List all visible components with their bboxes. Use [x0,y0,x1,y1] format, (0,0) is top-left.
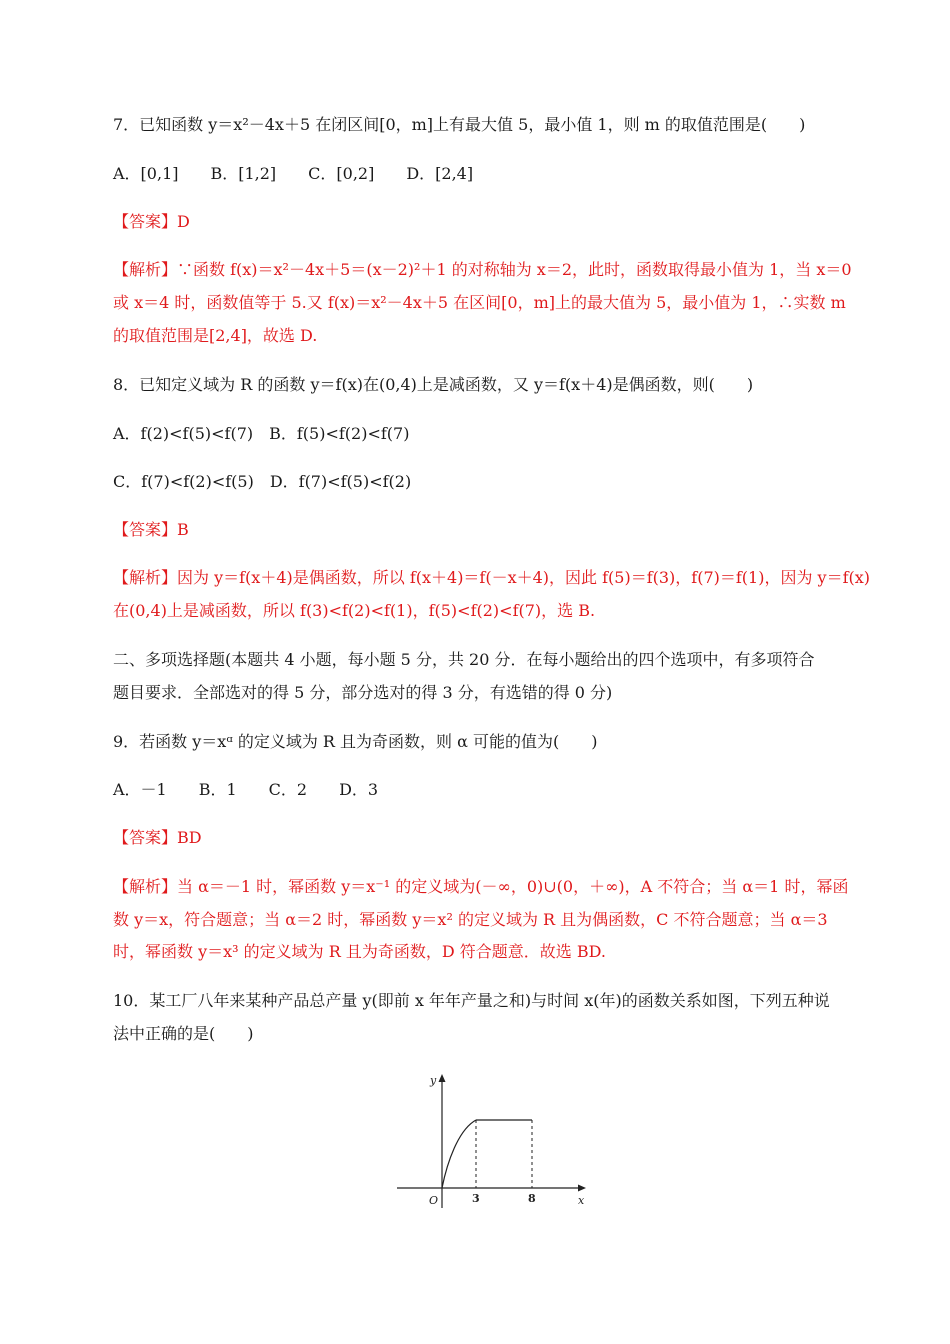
q8-options-ab: A．f(2)<f(5)<f(7) B．f(5)<f(2)<f(7) [113,424,410,443]
q9-analysis-line-2: 数 y＝x，符合题意；当 α＝2 时，幂函数 y＝x² 的定义域为 R 且为偶函数，C 不符合题意；当 α＝3 [113,910,828,929]
q9-stem: 9．若函数 y＝xᵅ 的定义域为 R 且为奇函数，则 α 可能的值为( ) [113,732,598,751]
q8-options-cd: C．f(7)<f(2)<f(5) D．f(7)<f(5)<f(2) [113,472,412,491]
q9-answer: 【答案】BD [113,828,202,847]
q10-stem-line-2: 法中正确的是( ) [113,1024,254,1043]
q10-figure [392,1068,592,1218]
q9-analysis-line-1: 【解析】当 α＝－1 时，幂函数 y＝x⁻¹ 的定义域为(－∞，0)∪(0，＋∞)，A 不符合；当 α＝1 时，幂函 [113,877,849,896]
q8-answer: 【答案】B [113,520,189,539]
y-axis-label: y [430,1074,437,1087]
x-axis-label: x [578,1194,585,1207]
tick-label-3: 3 [472,1192,480,1205]
q7-analysis-line-1: 【解析】∵函数 f(x)＝x²－4x＋5＝(x－2)²＋1 的对称轴为 x＝2，此时，函数取得最小值为 1，当 x＝0 [113,260,852,279]
tick-label-8: 8 [528,1192,536,1205]
q7-analysis-line-3: 的取值范围是[2,4]，故选 D. [113,326,318,345]
q7-options: A．[0,1] B．[1,2] C．[0,2] D．[2,4] [113,164,474,183]
y-axis-arrow-icon [439,1074,446,1082]
growth-curve [442,1120,476,1188]
q8-analysis-line-2: 在(0,4)上是减函数，所以 f(3)<f(2)<f(1)，f(5)<f(2)<f(7)，选 B. [113,601,596,620]
q9-options: A．－1 B．1 C．2 D．3 [113,780,379,799]
q9-analysis-line-3: 时，幂函数 y＝x³ 的定义域为 R 且为奇函数，D 符合题意．故选 BD. [113,942,606,961]
q8-stem: 8．已知定义域为 R 的函数 y＝f(x)在(0,4)上是减函数，又 y＝f(x＋4)是偶函数，则( ) [113,375,754,394]
q7-analysis-line-2: 或 x＝4 时，函数值等于 5.又 f(x)＝x²－4x＋5 在区间[0，m]上的最大值为 5，最小值为 1，∴实数 m [113,293,846,312]
section2-heading-line-1: 二、多项选择题(本题共 4 小题，每小题 5 分，共 20 分．在每小题给出的四个选项中，有多项符合 [113,650,815,669]
section2-heading-line-2: 题目要求．全部选对的得 5 分，部分选对的得 3 分，有选错的得 0 分) [113,683,613,702]
origin-label: O [429,1194,439,1207]
q7-stem: 7．已知函数 y＝x²－4x＋5 在闭区间[0，m]上有最大值 5，最小值 1，则 m 的取值范围是( ) [113,115,806,134]
q10-stem-line-1: 10．某工厂八年来某种产品总产量 y(即前 x 年年产量之和)与时间 x(年)的函数关系如图，下列五种说 [113,991,830,1010]
q7-answer: 【答案】D [113,212,190,231]
q8-analysis-line-1: 【解析】因为 y＝f(x＋4)是偶函数，所以 f(x＋4)＝f(－x＋4)，因此 f(5)＝f(3)，f(7)＝f(1)，因为 y＝f(x) [113,568,871,587]
x-axis-arrow-icon [578,1185,586,1192]
